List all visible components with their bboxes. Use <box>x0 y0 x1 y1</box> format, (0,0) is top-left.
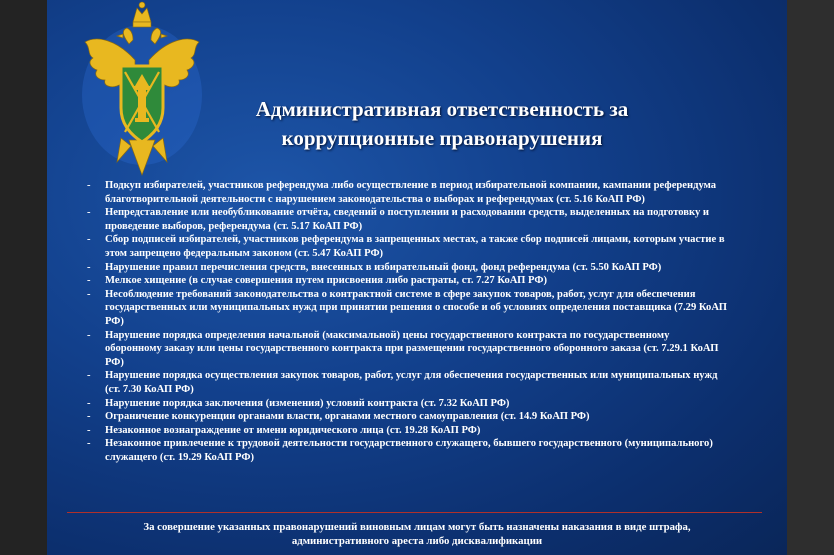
offense-list <box>87 179 727 464</box>
list-item: - Несоблюдение требований законодательства о контрактной системе в сфере закупок товаров, работ, услуг для обеспечения государственных или муниципальных нужд при принятии решения о способе и об условиях определения поставщика (7.29 КоАП РФ) <box>87 288 727 327</box>
right-margin <box>787 0 834 555</box>
double-headed-eagle-emblem-icon <box>77 0 207 180</box>
list-item: - Нарушение правил перечисления средств, внесенных в избирательный фонд, фонд референдума (ст. 5.50 КоАП РФ) <box>87 261 662 273</box>
page-title <box>212 95 672 153</box>
footer-line-1: За совершение указанных правонарушений виновным лицам могут быть назначены наказания в виде штрафа, <box>143 521 691 533</box>
list-item: - Ограничение конкуренции органами власти, органами местного самоуправления (ст. 14.9 КоАП РФ) <box>87 411 590 423</box>
list-item: - Нарушение порядка определения начальной (максимальной) цены государственного контракта по государственному оборонному заказу или цены государственного контракта при размещении государственного оборонного заказа (ст. 7.29.1 КоАП РФ) <box>87 329 719 368</box>
list-item: - Мелкое хищение (в случае совершения путем присвоения либо растраты, ст. 7.27 КоАП РФ) <box>87 275 547 287</box>
list-item: - Незаконное вознаграждение от имени юридического лица (ст. 19.28 КоАП РФ) <box>87 424 481 436</box>
list-item: - Нарушение порядка осуществления закупок товаров, работ, услуг для обеспечения государственных или муниципальных нужд (ст. 7.30 КоАП РФ) <box>87 370 718 395</box>
title-line-1: Административная ответственность за <box>255 97 629 121</box>
footer-note <box>77 520 757 548</box>
list-item: - Незаконное привлечение к трудовой деятельности государственного служащего, бывшего государственного (муниципального) служащего (ст. 19.29 КоАП РФ) <box>87 438 713 463</box>
title-line-2: коррупционные правонарушения <box>281 126 603 150</box>
list-item: - Нарушение порядка заключения (изменения) условий контракта (ст. 7.32 КоАП РФ) <box>87 397 510 409</box>
list-item: - Сбор подписей избирателей, участников референдума в запрещенных местах, а также сбор подписей лицами, которым участие в этом запрещено федеральным законом (ст. 5.47 КоАП РФ) <box>87 234 725 259</box>
footer-line-2: административного ареста либо дисквалификации <box>291 535 543 547</box>
list-item: - Подкуп избирателей, участников референдума либо осуществление в период избирательной компании, кампании референдума благотворительной деятельности с нарушением законодательства о выборах и референдумах (ст. 5.16 КоАП РФ) <box>87 180 717 205</box>
list-item: - Непредставление или необубликование отчёта, сведений о поступлении и расходовании средств, выделенных на подготовку и проведение выборов, референдума (ст. 5.17 КоАП РФ) <box>87 207 710 232</box>
left-margin <box>0 0 47 555</box>
slide <box>47 0 787 555</box>
divider <box>67 512 762 513</box>
